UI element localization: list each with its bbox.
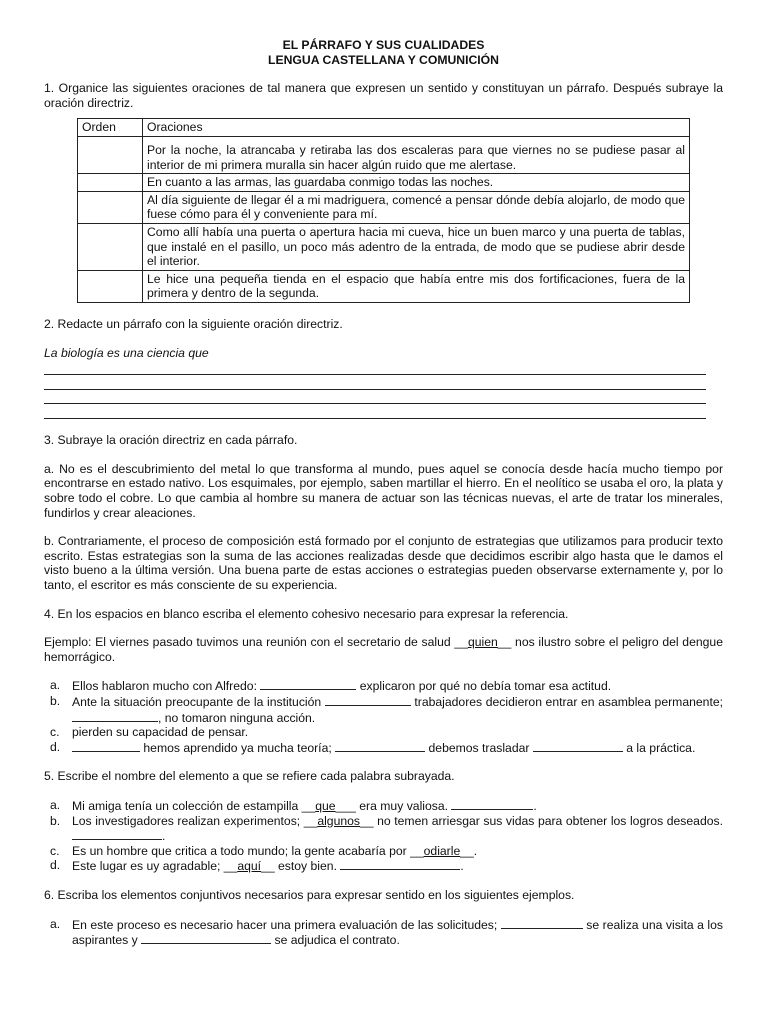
order-cell[interactable] [78, 174, 143, 192]
item-label: a. [50, 916, 61, 931]
blank-field[interactable] [260, 678, 356, 690]
item-text: se adjudica el contrato. [274, 933, 400, 948]
question-5: 5. Escribe el nombre del elemento a que se refiere cada palabra subrayada. [44, 769, 455, 784]
answer-line[interactable] [44, 375, 706, 390]
sentence-cell: Le hice una pequeña tienda en el espacio que había entre mis dos fortificaciones, fuera de la primera y dentro de la segunda. [143, 270, 690, 302]
blank-field[interactable] [72, 828, 162, 840]
blank-field[interactable] [325, 694, 411, 706]
item-text: __ estoy bien. [261, 859, 337, 874]
item-text: Mi amiga tenía un colección de estampilla __ [72, 798, 316, 813]
item-label: a. [50, 678, 61, 693]
q4-items [44, 678, 723, 755]
question-1: 1. Organice las siguientes oraciones de tal manera que expresen un sentido y constituyan un párrafo. Después subraye la oración directriz. [44, 81, 723, 110]
item-text: hemos aprendido ya mucha teoría; [143, 740, 332, 755]
item-text: Es un hombre que critica a todo mundo; la gente acabaría por __ [72, 843, 424, 858]
item-text: __. [460, 843, 478, 858]
question-2: 2. Redacte un párrafo con la siguiente oración directriz. [44, 316, 343, 331]
q5-item-b: b. Los investigadores realizan experimentos; __algunos__ no temen arriesgar sus vidas para obtener los logros deseados. . [50, 813, 723, 844]
q4-item-b [44, 694, 723, 725]
item-text: trabajadores decidieron entrar en asamblea permanente; [414, 695, 723, 709]
item-label: c. [50, 725, 60, 740]
underlined-word: odiarle [423, 843, 461, 858]
q5-items [44, 798, 723, 874]
order-cell[interactable] [78, 191, 143, 223]
answer-line[interactable] [44, 390, 706, 405]
item-text: Ellos hablaron mucho con Alfredo: [72, 679, 257, 694]
paragraph-a: a. No es el descubrimiento del metal lo que transforma al mundo, pues aquel se conocía desde hacía mucho tiempo por encontrarse en estado nativo. Los esquimales, por ejemplo, saben martillar el hierro. En el neolítico se usaba el oro, la plata y sobre todo el cobre. Lo que cambia al hombre su manera de actuar son las técnicas nuevas, el arte de tratar los minerales, fundirlos y crear aleaciones. [44, 461, 723, 520]
underlined-word: que [315, 798, 336, 813]
question-4: 4. En los espacios en blanco escriba el elemento cohesivo necesario para expresar la referencia. [44, 606, 569, 621]
example-word: quien [467, 635, 498, 650]
question-6: 6. Escriba los elementos conjuntivos necesarios para expresar sentido en los siguientes ejemplos. [44, 887, 575, 902]
worksheet-page [44, 38, 723, 948]
item-label: d. [50, 858, 61, 873]
item-text: explicaron por qué no debía tomar esa actitud. [359, 679, 612, 694]
q4-item-d [44, 740, 723, 756]
underlined-word: algunos [317, 813, 361, 828]
item-label: d. [50, 739, 61, 754]
blank-field[interactable] [72, 710, 158, 722]
item-text: , no tomaron ninguna acción. [158, 710, 316, 725]
blank-field[interactable] [141, 932, 271, 944]
item-text: a la práctica. [626, 740, 696, 755]
item-text: debemos trasladar [428, 740, 530, 755]
paragraph-b: b. Contrariamente, el proceso de composición está formado por el conjunto de estrategias que utilizamos para producir texto escrito. Estas estrategias son la suma de las acciones realizadas desde que decidimos escribir algo hasta que le damos el visto bueno a la última versión. Una buena parte de estas acciones o estrategias pueden observarse externamente y, por lo tanto, el escritor es más consciente de su experiencia. [44, 534, 723, 593]
table-row [78, 191, 690, 223]
item-text: Ante la situación preocupante de la institución [72, 695, 322, 709]
example-pre: Ejemplo: El viernes pasado tuvimos una reunión con el secretario de salud __ [44, 635, 468, 650]
q6-item-a [44, 917, 723, 948]
blank-field[interactable] [335, 740, 425, 752]
ordering-table [77, 118, 690, 303]
directriz-prompt: La biología es una ciencia que [44, 345, 209, 360]
item-label: b. [50, 694, 61, 708]
answer-line[interactable] [44, 404, 706, 419]
q5-item-a: a. Mi amiga tenía un colección de estampilla __que___ era muy valiosa. . [50, 797, 537, 813]
sentence-cell: En cuanto a las armas, las guardaba conmigo todas las noches. [143, 174, 690, 192]
header-oraciones: Oraciones [143, 119, 690, 137]
item-text: pierden su capacidad de pensar. [72, 725, 249, 740]
example-sentence [44, 635, 723, 664]
item-text: ___ era muy valiosa. [335, 798, 449, 813]
item-label: c. [50, 843, 60, 858]
item-text: __ no temen arriesgar sus vidas para obtener los logros deseados. [360, 813, 723, 828]
sentence-cell: Por la noche, la atrancaba y retiraba las dos escaleras para que viernes no se pudiese pasar al interior de mi primera muralla sin hacer algún ruido que me alertase. [143, 136, 690, 173]
blank-field[interactable] [340, 858, 460, 870]
title-line-2: LENGUA CASTELLANA Y COMUNICIÓN [268, 52, 499, 67]
table-row [78, 136, 690, 173]
blank-field[interactable] [533, 740, 623, 752]
answer-line[interactable] [44, 360, 706, 375]
example-post: __ nos ilustro sobre el peligro del dengue hemorrágico. [44, 635, 723, 664]
q5-item-d: d. Este lugar es uy agradable; __aquí__ estoy bien. . [50, 858, 464, 874]
item-text: Los investigadores realizan experimentos; __ [72, 813, 318, 828]
sentence-cell: Al día siguiente de llegar él a mi madriguera, comencé a pensar dónde debía alojarlo, de modo que fuese cómo para él y conveniente para mí. [143, 191, 690, 223]
order-cell[interactable] [78, 136, 143, 173]
blank-field[interactable] [501, 917, 583, 929]
item-label: a. [50, 797, 61, 812]
item-text: En este proceso es necesario hacer una primera evaluación de las solicitudes; [72, 917, 498, 932]
table-row [78, 223, 690, 270]
item-text: se realiza una visita a los aspirantes y [72, 917, 724, 948]
blank-field[interactable] [72, 740, 140, 752]
sentence-cell: Como allí había una puerta o apertura hacia mi cueva, hice un buen marco y una puerta de tablas, que instalé en el pasillo, un poco más adentro de la entrada, de modo que se pudiese abrir desde el interior. [143, 223, 690, 270]
question-3: 3. Subraye la oración directriz en cada párrafo. [44, 433, 298, 448]
table-row [78, 174, 690, 192]
table-row [78, 270, 690, 302]
worksheet-title [44, 38, 723, 67]
item-text: Este lugar es uy agradable; __ [72, 859, 238, 874]
q5-item-c [44, 844, 723, 859]
q4-item-c [44, 725, 723, 740]
item-label: b. [50, 813, 61, 828]
underlined-word: aquí [237, 859, 262, 874]
header-orden: Orden [78, 119, 143, 137]
title-line-1: EL PÁRRAFO Y SUS CUALIDADES [282, 38, 485, 52]
blank-field[interactable] [451, 798, 533, 810]
q4-item-a [44, 678, 723, 694]
order-cell[interactable] [78, 270, 143, 302]
q6-items [44, 917, 723, 948]
order-cell[interactable] [78, 223, 143, 270]
